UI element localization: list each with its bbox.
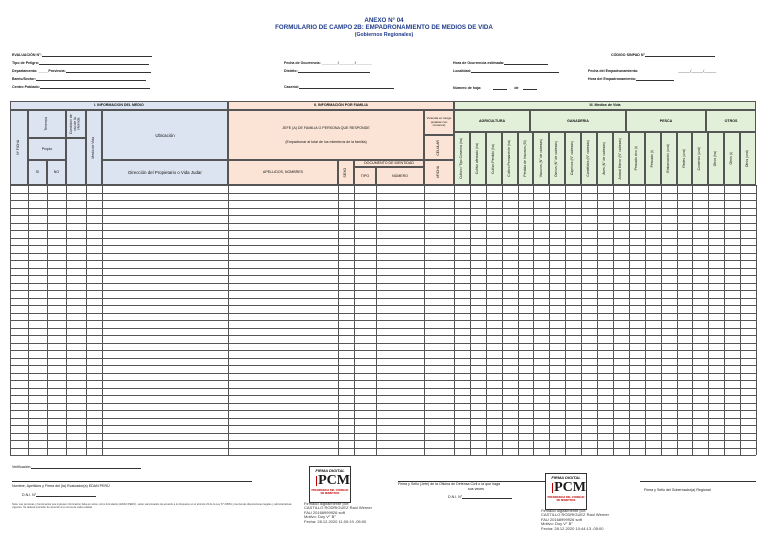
- col-n-ficha: Nº FICHA: [10, 110, 28, 185]
- medios-vida-col: Cultivo Perdido (ha): [486, 132, 502, 185]
- medios-vida-col: Pescado (t): [645, 132, 661, 185]
- field-tipo-peligro[interactable]: Tipo de Peligro:: [12, 61, 149, 65]
- field-numero-hoja[interactable]: Número de hoja: de: [453, 86, 537, 90]
- medios-vida-col: Otros (t): [724, 132, 740, 185]
- table-column-line: [533, 185, 534, 455]
- table-column-line: [102, 185, 103, 455]
- field-evaluacion[interactable]: EVALUACIÓN N°:: [12, 53, 152, 57]
- medios-vida-col: Cultivo afectado (ha): [470, 132, 486, 185]
- table-column-line: [756, 185, 757, 455]
- medios-vida-col: Embarcación (und): [661, 132, 677, 185]
- col-numero: NÚMERO: [376, 167, 424, 185]
- evaluador-label: Nombre, Apellidos y Firma del (la) Evaluador(a) EDAN PERÚ: [12, 484, 110, 488]
- signature-details-1: Firmado digitalmente por: CASTILLO RODRIGUEZ Raúl Werner FAU 20168999926 soft Motivo: Doy V° B° Fecha: 28.12.2020 11:00:19 -05:00: [304, 501, 372, 524]
- section-info-familia: II. INFORMACIÓN POR FAMILIA: [228, 101, 454, 110]
- table-column-line: [47, 185, 48, 455]
- table-column-line: [86, 185, 87, 455]
- field-codigo-sinpad[interactable]: CÓDIGO SINPAD N°: [611, 53, 715, 57]
- col-tenencia: Tenencia: [28, 110, 66, 138]
- evaluador-signature-line: [12, 481, 252, 482]
- signature-details-2: Firmado digitalmente por: CASTILLO RODRIGUEZ Raúl Werner FAU 20168999926 soft Motivo: Doy V° B° Fecha: 28.12.2020 10:44:13 -05:00: [541, 508, 609, 531]
- table-column-line: [518, 185, 519, 455]
- table-column-line: [629, 185, 630, 455]
- table-row[interactable]: [10, 455, 756, 456]
- table-column-line: [354, 185, 355, 455]
- medios-vida-col: Cultivo Permanente (ha): [502, 132, 518, 185]
- table-column-line: [228, 185, 229, 455]
- field-hora-ocurrencia[interactable]: Hora de Ocurrencia estimada:: [453, 61, 548, 65]
- medios-vida-col: Comercio (und): [692, 132, 708, 185]
- field-distrito[interactable]: Distrito:: [284, 69, 370, 73]
- medios-vida-col: Caprinos (N° cabezas): [565, 132, 581, 185]
- col-no: NO: [47, 160, 66, 185]
- field-fecha-empadronamiento[interactable]: Fecha del Empadronamiento: ______/______/______: [588, 69, 717, 73]
- table-column-line: [454, 185, 455, 455]
- group-agricultura: AGRICULTURA: [454, 110, 530, 132]
- table-column-line: [661, 185, 662, 455]
- col-ubicacion: Ubicación: [102, 110, 228, 160]
- table-column-line: [565, 185, 566, 455]
- col-vivienda-riesgo: Vivienda en riesgo (evaluar con números): [424, 110, 454, 135]
- medios-vida-col: Redes (und): [677, 132, 693, 185]
- medios-vida-col: Pérdida de Insumos (S/): [518, 132, 534, 185]
- col-tipo: TIPO: [354, 167, 376, 185]
- evaluador-dni[interactable]: D.N.I. N°: [22, 493, 96, 497]
- table-column-line: [597, 185, 598, 455]
- table-column-line: [502, 185, 503, 455]
- table-column-line: [470, 185, 471, 455]
- field-barrio[interactable]: Barrio/Sector:: [12, 77, 146, 81]
- field-centro-poblado[interactable]: Centro Poblado:: [12, 85, 150, 89]
- field-fecha-ocurrencia[interactable]: Fecha de Ocurrencia: ________/________/________: [284, 61, 372, 65]
- col-condicion-sub: [66, 138, 86, 185]
- col-si: SI: [28, 160, 47, 185]
- table-column-line: [708, 185, 709, 455]
- field-hora-empadronamiento[interactable]: Hora del Empadronamiento:: [588, 77, 674, 81]
- gobernador-label: Firma y Sello del Gobernador(a) Regional: [644, 488, 711, 492]
- medios-vida-col: Otros (ha): [708, 132, 724, 185]
- table-column-line: [724, 185, 725, 455]
- oficina-sus-veces: sus veces: [468, 487, 484, 491]
- table-column-line: [740, 185, 741, 455]
- annex-title: ANEXO N° 04: [364, 17, 404, 24]
- medios-vida-col: Pescado vivo (t): [629, 132, 645, 185]
- table-column-line: [486, 185, 487, 455]
- form-subtitle: (Gobiernos Regionales): [354, 32, 414, 38]
- table-column-line: [692, 185, 693, 455]
- col-celular: CELULAR: [424, 135, 454, 160]
- col-apellidos: APELLIDOS, NOMBRES: [228, 160, 338, 185]
- group-otros: OTROS: [706, 110, 756, 132]
- table-column-line: [10, 185, 11, 455]
- digital-signature-stamp-1: FIRMA DIGITAL PCM PRESIDENCIA DEL CONSEJO DE MINISTROS: [309, 466, 351, 503]
- medios-vida-col: Ovinos (N° de cabezas): [549, 132, 565, 185]
- section-info-medio: I. INFORMACION DEL MEDIO: [10, 101, 228, 110]
- col-ficha: #FICHA: [424, 160, 454, 185]
- oficina-label: Firma y Sello (Jefe) de la Oficina de Defensa Civil o la que haga: [398, 482, 501, 486]
- col-propio: Propio: [28, 138, 66, 160]
- group-ganaderia: GANADERIA: [530, 110, 626, 132]
- table-column-line: [66, 185, 67, 455]
- table-column-line: [376, 185, 377, 455]
- table-column-line: [581, 185, 582, 455]
- field-verificacion[interactable]: Verificación:: [12, 465, 141, 469]
- field-localidad[interactable]: Localidad:: [453, 69, 559, 73]
- table-column-line: [28, 185, 29, 455]
- table-column-line: [549, 185, 550, 455]
- section-medios-vida: III. Medios de Vida: [454, 101, 756, 110]
- legal-note: Nota: Las personas y funcionarios que ingresen información falsa en estos, otros formularios (EDAN PERÚ), serán sancionados de acuerdo a lo dispuesto en el artículo 33 de la Ley N° 29664 y las demás disposiciones legales y administrativas vigentes. Se deberá proceder de acuerdo a la norma de cada entidad.: [12, 503, 292, 509]
- table-column-line: [613, 185, 614, 455]
- medios-vida-col: Aves (N° de cabezas): [597, 132, 613, 185]
- col-documento: DOCUMENTO DE IDENTIDAD: [354, 160, 424, 167]
- form-title: FORMULARIO DE CAMPO 2B: EMPADRONAMIENTO DE MEDIOS DE VIDA: [275, 24, 493, 31]
- table-column-line: [424, 185, 425, 455]
- medios-vida-col: Otros (und): [740, 132, 756, 185]
- medios-vida-col: Animal Menor (N° cabezas): [613, 132, 629, 185]
- table-column-line: [645, 185, 646, 455]
- medios-vida-col: Cultivo / Tipo Cosecha (ha): [454, 132, 470, 185]
- group-pesca: PESCA: [626, 110, 706, 132]
- medios-vida-col: Camélidos (N° cabezas): [581, 132, 597, 185]
- medios-vida-col: Vacunos (N° de cabezas): [533, 132, 549, 185]
- col-condicion: Condición de uso de la vivienda: [66, 110, 86, 138]
- gobernador-signature-line: [640, 481, 756, 482]
- field-caserio[interactable]: Caserío/:: [284, 85, 394, 89]
- col-medio-de-vida: Medio de Vida: [86, 110, 102, 185]
- col-jefe-familia: JEFE (A) DE FAMILIA O PERSONA QUE RESPONDE (Empadronar al total de los miembros de la familia): [228, 110, 424, 160]
- field-departamento[interactable]: Departamento: _____Provincia:: [12, 69, 151, 73]
- digital-signature-stamp-2: FIRMA DIGITAL PCM PRESIDENCIA DEL CONSEJO DE MINISTROS: [545, 473, 587, 510]
- table-column-line: [677, 185, 678, 455]
- col-sexo: SEXO: [338, 160, 354, 185]
- oficina-dni[interactable]: D.N.I. N°: [448, 495, 512, 499]
- col-direccion: Dirección del Propietario o Vida Judar: [102, 160, 228, 185]
- table-column-line: [338, 185, 339, 455]
